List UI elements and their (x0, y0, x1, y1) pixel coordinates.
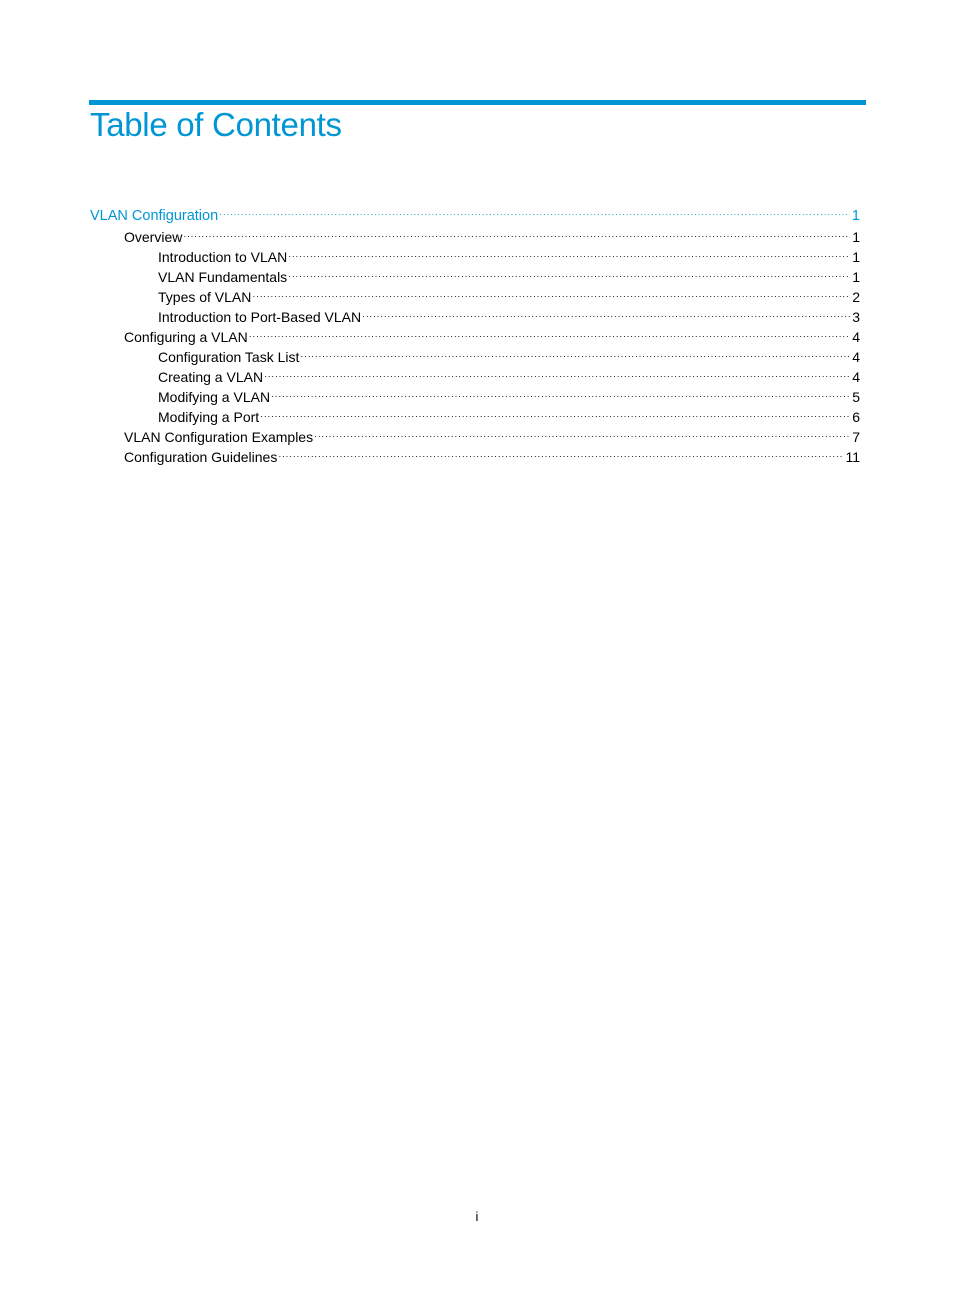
page-number: i (475, 1209, 479, 1224)
toc-entry-creating-a-vlan[interactable] (90, 367, 860, 387)
toc-entry-label: Modifying a Port (158, 409, 260, 425)
toc-entry-label: Modifying a VLAN (158, 389, 271, 405)
toc-entry-page: 5 (852, 389, 860, 405)
toc-leader-dots (264, 366, 850, 386)
toc-leader-dots (260, 406, 850, 426)
toc-entry-label: Types of VLAN (158, 289, 252, 305)
toc-entry-label: Creating a VLAN (158, 369, 264, 385)
toc-entry-page: 4 (852, 369, 860, 385)
toc-entry-label: Configuration Task List (158, 349, 300, 365)
toc-entry-introduction-to-vlan[interactable] (90, 247, 860, 267)
toc-entry-configuring-a-vlan[interactable] (90, 327, 860, 347)
toc-entry-page: 1 (851, 208, 860, 224)
toc-entry-page: 4 (852, 349, 860, 365)
toc-entry-page: 7 (852, 429, 860, 445)
toc-entry-page: 1 (852, 229, 860, 245)
toc-leader-dots (288, 266, 850, 286)
toc-entry-label: VLAN Fundamentals (158, 269, 288, 285)
toc-entry-overview[interactable] (90, 227, 860, 247)
toc-leader-dots (362, 306, 850, 326)
toc-entry-label: Configuration Guidelines (124, 449, 278, 465)
toc-entry-configuration-task-list[interactable] (90, 347, 860, 367)
toc-entry-page: 1 (852, 249, 860, 265)
toc-entry-page: 3 (852, 309, 860, 325)
toc-leader-dots (249, 326, 850, 346)
toc-entry-page: 11 (845, 449, 860, 465)
toc-entry-modifying-a-vlan[interactable] (90, 387, 860, 407)
toc-entry-modifying-a-port[interactable] (90, 407, 860, 427)
toc-leader-dots (278, 446, 843, 466)
toc-entry-page: 6 (852, 409, 860, 425)
toc-leader-dots (271, 386, 850, 406)
toc-entry-configuration-guidelines[interactable] (90, 447, 860, 467)
toc-entry-label: Introduction to Port-Based VLAN (158, 309, 362, 325)
toc-leader-dots (314, 426, 850, 446)
toc-entry-types-of-vlan[interactable] (90, 287, 860, 307)
toc-entry-page: 4 (852, 329, 860, 345)
toc-entry-label: Configuring a VLAN (124, 329, 248, 345)
toc-leader-dots (183, 226, 850, 246)
toc-entry-vlan-configuration[interactable] (90, 206, 860, 227)
toc-entry-vlan-fundamentals[interactable] (90, 267, 860, 287)
toc-entry-label: Overview (124, 229, 183, 245)
page-title: Table of Contents (90, 106, 342, 143)
toc-entry-introduction-to-port-based-vlan[interactable] (90, 307, 860, 327)
toc-leader-dots (300, 346, 850, 366)
toc-entry-label: VLAN Configuration (90, 208, 219, 224)
toc-entry-label: Introduction to VLAN (158, 249, 288, 265)
toc-leader-dots (252, 286, 850, 306)
toc-leader-dots (219, 204, 850, 225)
toc-entry-vlan-configuration-examples[interactable] (90, 427, 860, 447)
toc-list (90, 206, 860, 467)
toc-entry-page: 2 (852, 289, 860, 305)
toc-entry-label: VLAN Configuration Examples (124, 429, 314, 445)
toc-leader-dots (288, 246, 850, 266)
toc-entry-page: 1 (852, 269, 860, 285)
title-rule (89, 100, 866, 105)
